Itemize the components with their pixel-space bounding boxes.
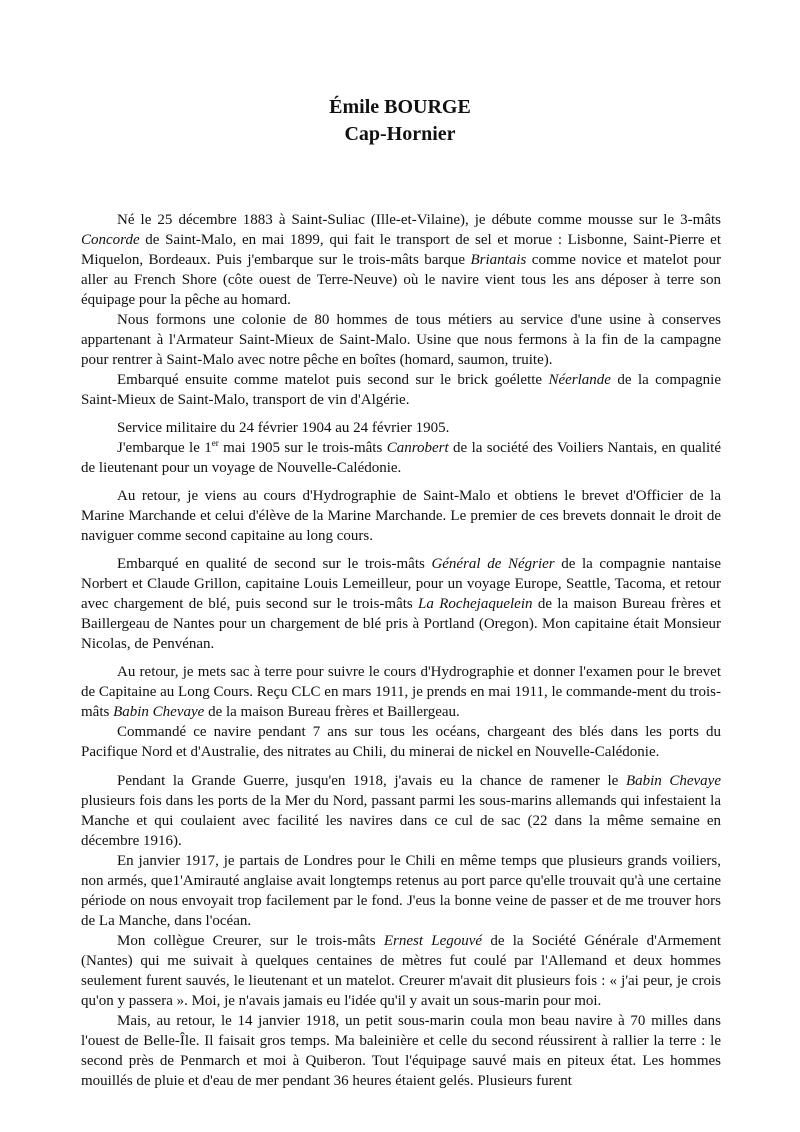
text-run: de la société des Voiliers Nantais, en qualité de lieutenant pour un voyage de Nouvelle-Calédonie. [81,440,721,476]
paragraph-great-war [81,771,721,851]
document-body [81,210,721,1091]
text-run: J'embarque le 1 [117,440,212,456]
text-run: er [211,438,219,448]
text-run: de Saint-Malo, en mai 1899, qui fait le transport de sel et morue : Lisbonne, Saint-Pierre et Miquelon, Bordeaux. Puis j'embarque sur le trois-mâts barque [81,232,721,268]
text-run: Embarqué ensuite comme matelot puis second sur le brick goélette [117,372,549,388]
ship-name: Canrobert [386,440,449,456]
ship-name: Concorde [81,232,140,248]
paragraph-sinking: Mais, au retour, le 14 janvier 1918, un petit sous-marin coula mon beau navire à 70 milles dans l'ouest de Belle-Île. Il faisait gros temps. Ma baleinière et celle du second réussirent à rallier la terre : le second près de Penmarch et moi à Quiberon. Tout l'équipage sauvé mais en piteux état. Les hommes mouillés de pluie et d'eau de mer pendant 36 heures étaient gelés. Plusieurs furent [81,1013,721,1089]
paragraph-hydrography: Au retour, je viens au cours d'Hydrographie de Saint-Malo et obtiens le brevet d'Officier de la Marine Marchande et celui d'élève de la Marine Marchande. Le premier de ces brevets donnait le droit de naviguer comme second capitaine au long cours. [81,488,721,544]
text-run: de la Société Générale d'Armement (Nantes) qui me suivait à quelques centaines de mètres fut coulé par l'Allemand et deux hommes seulement furent sauvés, le lieutenant et un matelot. Creurer m'avait dit plusieurs fois : « j'ai peur, je crois qu'on y passera ». Moi, je n'avais jamais eu l'idée qu'il y avait un sous-marin pour moi. [81,933,721,1009]
ship-name: Néerlande [548,372,611,388]
text-run: Embarqué en qualité de second sur le trois-mâts [117,556,432,572]
ship-name: Ernest Legouvé [383,933,483,949]
text-run: Pendant la Grande Guerre, jusqu'en 1918, j'avais eu la chance de ramener le [117,773,626,789]
paragraph-birth [81,210,721,310]
text-run: Mon collègue Creurer, sur le trois-mâts [117,933,384,949]
page-subtitle: Cap-Hornier [344,123,456,145]
ship-name: Babin Chevaye [625,773,721,789]
text-run: de la compagnie Saint-Mieux de Saint-Malo, transport de vin d'Algérie. [81,372,721,408]
paragraph-colony: Nous formons une colonie de 80 hommes de tous métiers au service d'une usine à conserves appartenant à l'Armateur Saint-Mieux de Saint-Malo. Usine que nous fermons à la fin de la campagne pour rentrer à Saint-Malo avec notre pêche en boîtes (homard, saumon, truite). [81,312,721,368]
text-run: mai 1905 sur le trois-mâts [218,440,387,456]
ship-name: La Rochejaquelein [418,596,533,612]
paragraph-january-1917: En janvier 1917, je partais de Londres pour le Chili en même temps que plusieurs grands voiliers, non armés, que1'Amirauté anglaise avait longtemps retenus au port parce qu'elle trouvait qu'à une certaine période on nous envoyait trop facilement par le fond. J'eus la bonne veine de passer et de me trouver hors de La Manche, dans l'océan. [81,853,721,929]
text-run: de la compagnie nantaise Norbert et Claude Grillon, capitaine Louis Lemeilleur, pour un voyage Europe, Seattle, Tacoma, et retour avec chargement de blé, puis second sur le trois-mâts [81,556,721,612]
ship-name: Briantais [470,252,527,268]
text-run: Né le 25 décembre 1883 à Saint-Suliac (Ille-et-Vilaine), je débute comme mousse sur le 3-mâts [117,212,721,228]
paragraph-second-captain [81,554,721,654]
ship-name: Général de Négrier [431,556,555,572]
text-run: de la maison Bureau frères et Baillergeau de Nantes pour un chargement de blé pris à Portland (Oregon). Mon capitaine était Monsieur Nicolas, de Penvénan. [81,596,721,652]
text-run: de la maison Bureau frères et Baillergeau. [204,704,460,720]
paragraph-command: Commandé ce navire pendant 7 ans sur tous les océans, chargeant des blés dans les ports du Pacifique Nord et d'Australie, des nitrates au Chili, du minerai de nickel en Nouvelle-Calédonie. [81,724,721,760]
text-run: comme novice et matelot pour aller au French Shore (côte ouest de Terre-Neuve) où le navire vient tous les ans déposer à terre son équipage pour la pêche au homard. [81,252,721,308]
text-run: Au retour, je mets sac à terre pour suivre le cours d'Hydrographie et donner l'examen pour le brevet de Capitaine au Long Cours. Reçu CLC en mars 1911, je prends en mai 1911, le commande-ment du trois-mâts [81,664,721,720]
text-run: plusieurs fois dans les ports de la Mer du Nord, passant parmi les sous-marins allemands qui infestaient la Manche et qui coulaient avec facilité les navires dans ce cul de sac (22 dans la même semaine en décembre 1916). [81,793,721,849]
ship-name: Babin Chevaye [113,704,205,720]
page-title: Émile BOURGE [329,96,471,118]
paragraph-captain-exam [81,662,721,722]
paragraph-military-service: Service militaire du 24 février 1904 au 24 février 1905. [117,420,450,436]
paragraph-creurer [81,931,721,1011]
paragraph-neerlande [81,370,721,410]
paragraph-canrobert [81,438,721,478]
